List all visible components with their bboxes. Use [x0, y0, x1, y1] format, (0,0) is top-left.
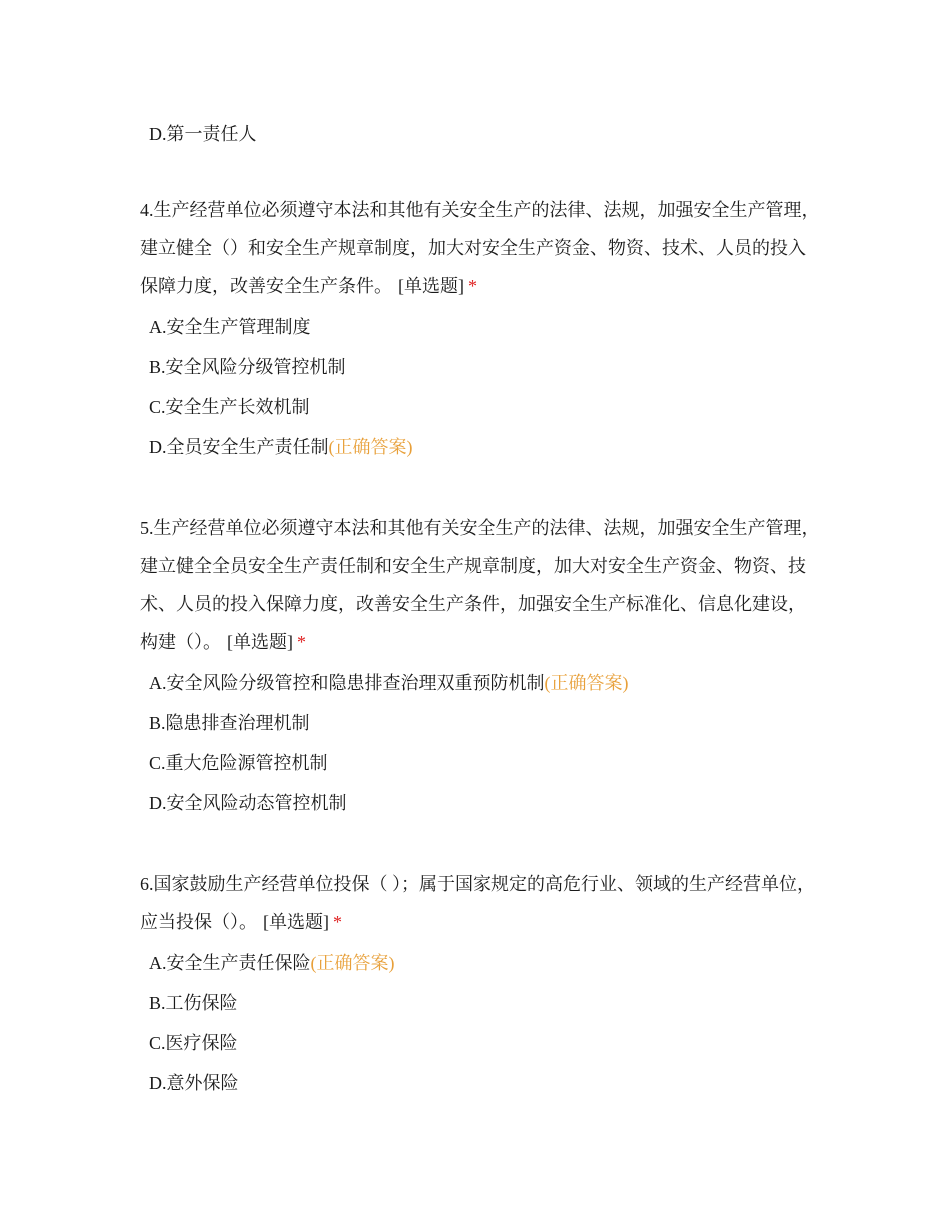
option-label: D.安全风险动态管控机制: [149, 793, 347, 813]
correct-answer-note: (正确答案): [328, 437, 413, 457]
question-stem: [140, 865, 820, 941]
option-b[interactable]: [149, 353, 820, 393]
required-mark: *: [297, 632, 306, 652]
required-mark: *: [333, 912, 342, 932]
option-label: C.重大危险源管控机制: [149, 753, 328, 773]
question-text: 4.生产经营单位必须遵守本法和其他有关安全生产的法律、法规，加强安全生产管理，建立健全（）和安全生产规章制度，加大对安全生产资金、物资、技术、人员的投入保障力度，改善安全生产条件。: [140, 200, 820, 296]
option-label: D.全员安全生产责任制: [149, 437, 329, 457]
question-type-tag: [单选题]: [227, 632, 293, 652]
option-c[interactable]: [149, 393, 820, 433]
required-mark: *: [468, 276, 477, 296]
option-d[interactable]: [149, 1069, 820, 1109]
question-text: 5.生产经营单位必须遵守本法和其他有关安全生产的法律、法规，加强安全生产管理，建立健全全员安全生产责任制和安全生产规章制度，加大对安全生产资金、物资、技术、人员的投入保障力度，改善安全生产条件，加强安全生产标准化、信息化建设，构建（）。: [140, 518, 820, 652]
option-label: A.安全生产责任保险: [149, 953, 311, 973]
option-label: A.安全生产管理制度: [149, 317, 311, 337]
question-stem: [140, 509, 820, 661]
options-list: [140, 669, 820, 829]
question-type-tag: [单选题]: [263, 912, 329, 932]
options-list: [140, 949, 820, 1109]
prior-question-option-d[interactable]: [149, 120, 257, 148]
option-label: B.隐患排查治理机制: [149, 713, 310, 733]
correct-answer-note: (正确答案): [310, 953, 395, 973]
question-5: [140, 509, 820, 829]
option-a[interactable]: [149, 313, 820, 353]
option-label: D.第一责任人: [149, 124, 257, 144]
question-4: [140, 191, 820, 473]
option-a[interactable]: [149, 949, 820, 989]
option-label: A.安全风险分级管控和隐患排查治理双重预防机制: [149, 673, 545, 693]
option-label: C.医疗保险: [149, 1033, 238, 1053]
option-d[interactable]: [149, 789, 820, 829]
option-c[interactable]: [149, 749, 820, 789]
option-label: B.安全风险分级管控机制: [149, 357, 346, 377]
question-stem: [140, 191, 820, 305]
option-b[interactable]: [149, 989, 820, 1029]
option-c[interactable]: [149, 1029, 820, 1069]
option-b[interactable]: [149, 709, 820, 749]
options-list: [140, 313, 820, 473]
question-6: [140, 865, 820, 1109]
option-a[interactable]: [149, 669, 820, 709]
correct-answer-note: (正确答案): [544, 673, 629, 693]
option-d[interactable]: [149, 433, 820, 473]
option-label: B.工伤保险: [149, 993, 238, 1013]
option-label: D.意外保险: [149, 1073, 239, 1093]
option-label: C.安全生产长效机制: [149, 397, 310, 417]
question-text: 6.国家鼓励生产经营单位投保（ ）；属于国家规定的高危行业、领域的生产经营单位，应当投保（）。: [140, 874, 815, 932]
question-type-tag: [单选题]: [398, 276, 464, 296]
